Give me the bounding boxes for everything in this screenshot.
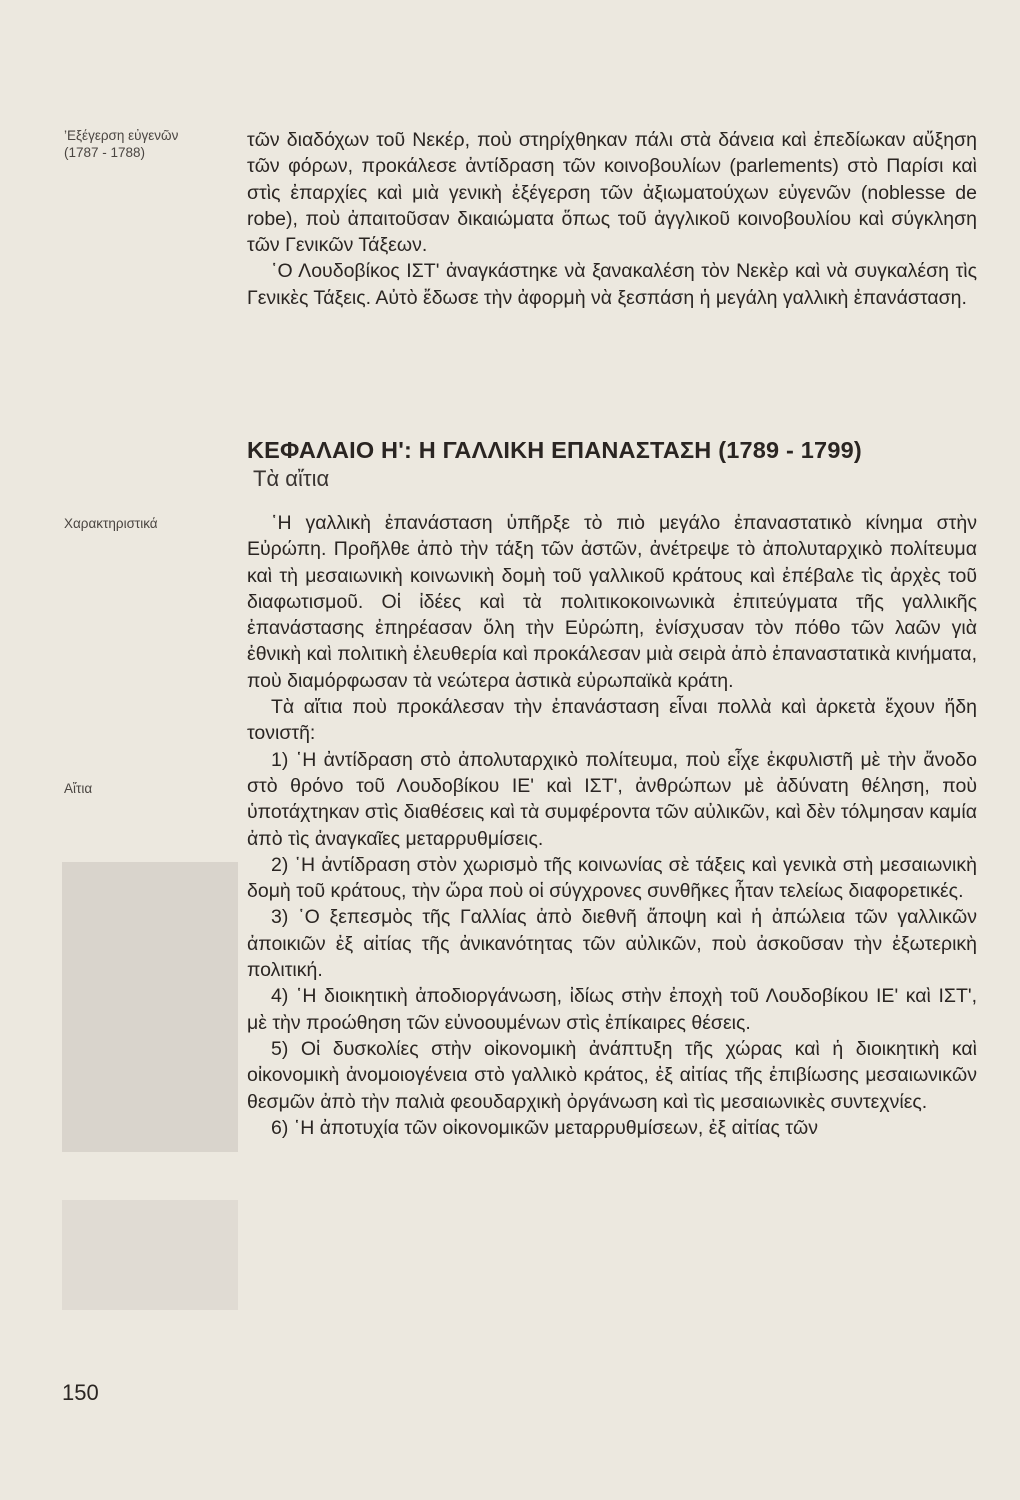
list-item: 2) ῾Η ἀντίδραση στὸν χωρισμὸ τῆς κοινωνίας σὲ τάξεις καὶ γενικὰ στὴ μεσαιωνικὴ δομὴ τοῦ κράτους, τὴν ὥρα ποὺ οἱ σύγχρονες συνθῆκες ἦταν τελείως διαφορετικές. (247, 853, 977, 903)
chapter-title: ΚΕΦΑΛΑΙΟ Η': Η ΓΑΛΛΙΚΗ ΕΠΑΝΑΣΤΑΣΗ (1789 - 1799) (247, 437, 862, 463)
paragraph: ῾Ο Λουδοβίκος ΙΣΤ' ἀναγκάστηκε νὰ ξανακαλέση τὸν Νεκὲρ καὶ νὰ συγκαλέση τὶς Γενικὲς Τάξεις. Αὐτὸ ἔδωσε τὴν ἀφορμὴ νὰ ξεσπάση ἡ μεγάλη γαλλικὴ ἐπανάσταση. (247, 260, 977, 309)
chapter-subtitle: Τὰ αἴτια (253, 466, 330, 491)
list-item: 3) ῾Ο ξεπεσμὸς τῆς Γαλλίας ἀπὸ διεθνῆ ἄποψη καὶ ἡ ἀπώλεια τῶν γαλλικῶν ἀποικιῶν ἐξ αἰτίας τῆς ἀνικανότητας τῶν αὐλικῶν, ποὺ ἀσκοῦσαν τὴν ἐξωτερικὴ πολιτική. (247, 906, 977, 982)
margin-note-nobles-revolt (64, 127, 234, 161)
paragraph: ῾Η γαλλικὴ ἐπανάσταση ὑπῆρξε τὸ πιὸ μεγάλο ἐπαναστατικὸ κίνημα στὴν Εὐρώπη. Προῆλθε ἀπὸ τὴν τάξη τῶν ἀστῶν, ἀνέτρεψε τὸ ἀπολυταρχικὸ πολίτευμα καὶ τὴ μεσαιωνικὴ κοινωνικὴ δομὴ τοῦ γαλλικοῦ κράτους καὶ ἐπέβαλε τὶς ἀρχὲς τοῦ διαφωτισμοῦ. Οἱ ἰδέες καὶ τὰ πολιτικοκοινωνικὰ ἐπιτεύγματα τῆς γαλλικῆς ἐπανάστασης ἐπηρέασαν ὅλη τὴν Εὐρώπη, ἐνίσχυσαν τὸν πόθο τῶν λαῶν γιὰ ἐθνικὴ καὶ πολιτικὴ ἐλευθερία καὶ προκάλεσαν μιὰ σειρὰ ἀπὸ ἐπαναστατικὰ κινήματα, ποὺ διαμόρφωσαν τὰ νεώτερα ἀστικὰ εὐρωπαϊκὰ κράτη. (247, 512, 977, 692)
margin-note-line: ’Εξέγερση εὐγενῶν (64, 128, 179, 143)
list-item: 4) ῾Η διοικητικὴ ἀποδιοργάνωση, ἰδίως στὴν ἐποχὴ τοῦ Λουδοβίκου ΙΕ' καὶ ΙΣΤ', μὲ τὴν προώθηση τῶν εὐνοουμένων στὶς ἐπίκαιρες θέσεις. (247, 985, 977, 1034)
paragraph: τῶν διαδόχων τοῦ Νεκέρ, ποὺ στηρίχθηκαν πάλι στὰ δάνεια καὶ ἐπεδίωκαν αὔξηση τῶν φόρων, προκάλεσε ἀντίδραση τῶν κοινοβουλίων (parlements) στὸ Παρίσι καὶ στὶς ἐπαρχίες καὶ μιὰ γενικὴ ἐξέγερση τῶν ἀξιωματούχων εὐγενῶν (noblesse de robe), ποὺ ἀπαιτοῦσαν δικαιώματα ὅπως τοῦ ἀγγλικοῦ κοινοβουλίου καὶ σύγκληση τῶν Γενικῶν Τάξεων. (247, 129, 977, 257)
paragraph: Τὰ αἴτια ποὺ προκάλεσαν τὴν ἐπανάσταση εἶναι πολλὰ καὶ ἀρκετὰ ἔχουν ἤδη τονιστῆ: (247, 696, 977, 745)
margin-note-causes: Αἴτια (64, 781, 93, 796)
page-number: 150 (62, 1380, 99, 1405)
list-item: 5) Οἱ δυσκολίες στὴν οἰκονομικὴ ἀνάπτυξη τῆς χώρας καὶ ἡ διοικητικὴ καὶ οἰκονομικὴ ἀνομοιογένεια στὸ γαλλικὸ κράτος, ἐξ αἰτίας τῆς ἐπιβίωσης μεσαιωνικῶν θεσμῶν ἀπὸ τὴν παλιὰ φεουδαρχικὴ ὀργάνωση καὶ τὶς μεσαιωνικὲς συντεχνίες. (247, 1037, 977, 1113)
margin-image-shadow-lower (62, 1200, 238, 1310)
list-item: 1) ῾Η ἀντίδραση στὸ ἀπολυταρχικὸ πολίτευμα, ποὺ εἶχε ἐκφυλιστῆ μὲ τὴν ἄνοδο στὸ θρόνο τοῦ Λουδοβίκου ΙΕ' καὶ ΙΣΤ', ἀνθρώπων μὲ ἀδύνατη θέληση, ποὺ ὑποτάχτηκαν στὶς διαθέσεις καὶ τὰ συμφέροντα τῶν αὐλικῶν, καὶ δὲν τόλμησαν καμία ἀπὸ τὶς ἀναγκαῖες μεταρρυθμίσεις. (247, 748, 977, 850)
body-text (247, 510, 977, 1141)
margin-note-line: (1787 - 1788) (64, 145, 146, 160)
list-item: 6) ῾Η ἀποτυχία τῶν οἰκονομικῶν μεταρρυθμίσεων, ἐξ αἰτίας τῶν (271, 1116, 819, 1139)
margin-image-shadow (62, 862, 238, 1152)
margin-note-characteristics: Χαρακτηριστικά (64, 516, 158, 531)
intro-text (247, 127, 977, 311)
